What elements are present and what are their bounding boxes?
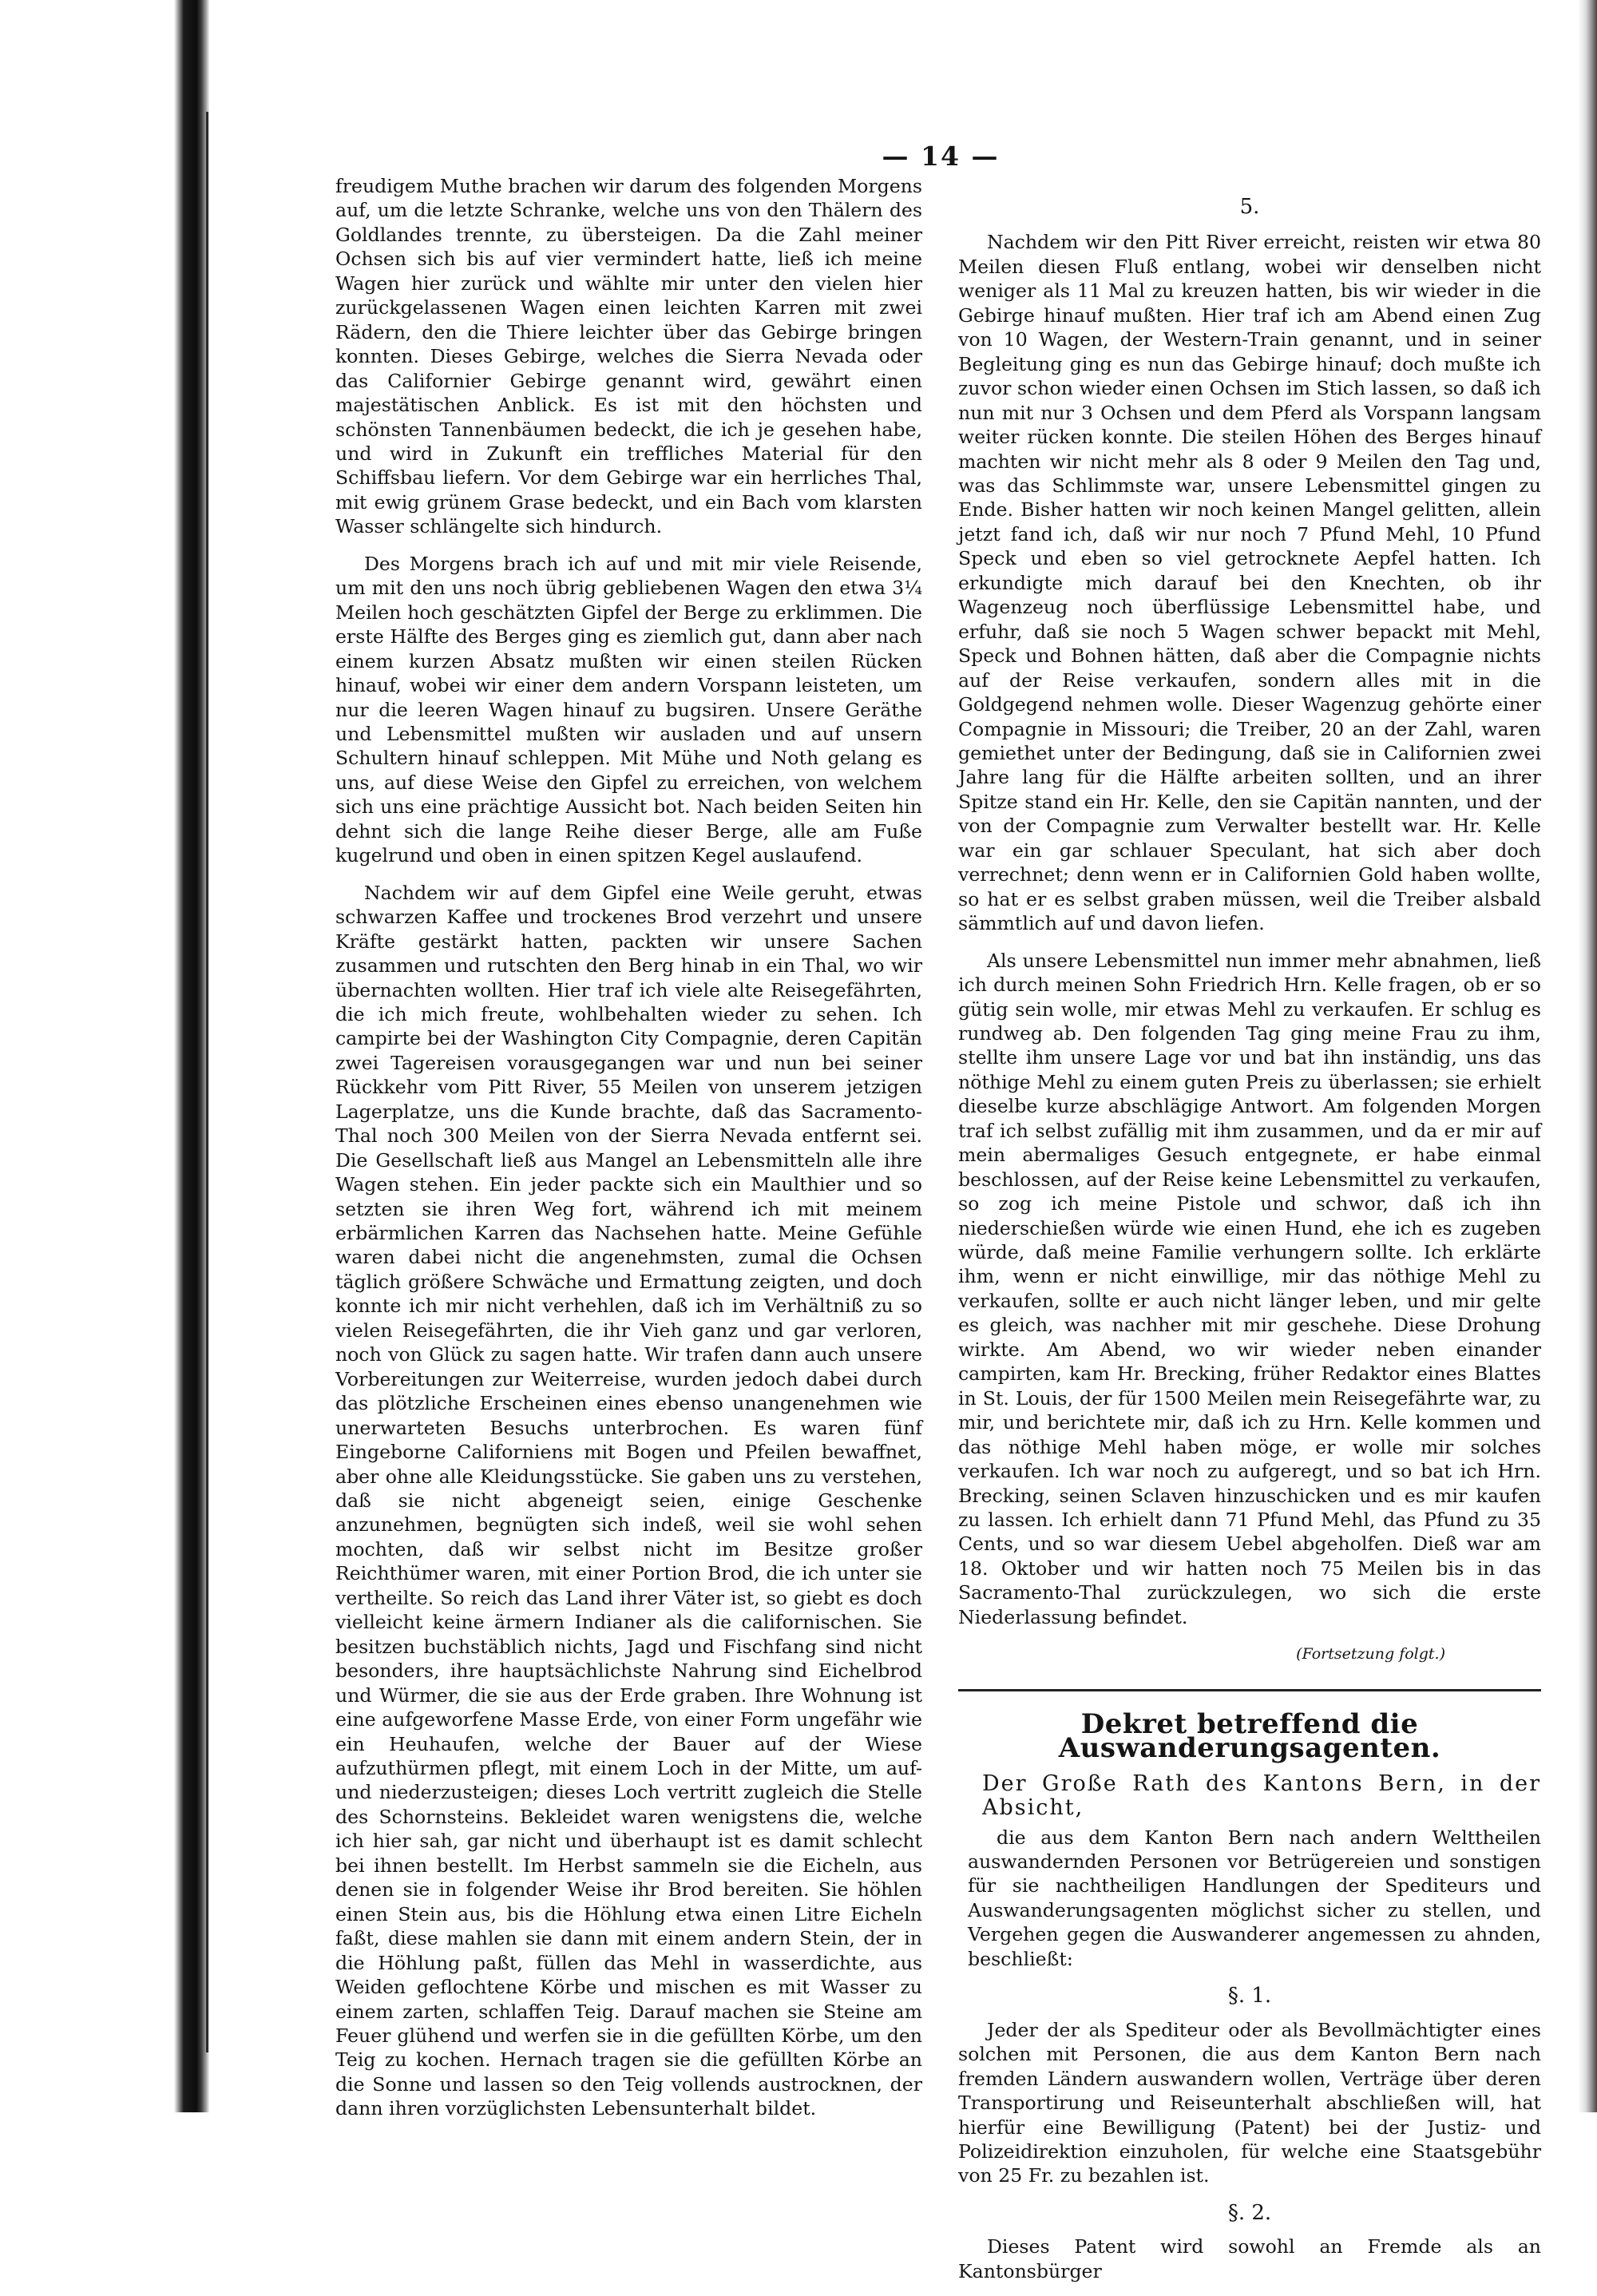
section-divider: [958, 1689, 1541, 1691]
paragraph: Als unsere Lebensmittel nun immer mehr abnahmen, ließ ich durch meinen Sohn Friedrich Hrn. Kelle fragen, ob er so gütig sein wolle, mir etwas Mehl zu verkaufen. Er schlug es rundweg ab. Den folgenden Tag ging meine Frau zu ihm, stellte ihm unsere Lage vor und bat ihn inständig, uns das nöthige Mehl zu einem guten Preis zu überlassen; sie erhielt dieselbe kurze abschlägige Antwort. Am folgenden Morgen traf ich selbst zufällig mit ihm zusammen, und da er mir auf mein abermaliges Gesuch entgegnete, er habe einmal beschlossen, auf der Reise keine Lebensmittel zu verkaufen, so zog ich meine Pistole und schwor, daß ich ihn niederschießen würde wie einen Hund, ehe ich es zugeben würde, daß meine Familie verhungern sollte. Ich erklärte ihm, wenn er nicht einwillige, mir das nöthige Mehl zu verkaufen, sollte er auch nicht länger leben, und mir gelte es gleich, was nachher mit mir geschehe. Diese Drohung wirkte. Am Abend, wo wir wieder neben einander campirten, kam Hr. Brecking, früher Redaktor eines Blattes in St. Louis, der für 1500 Meilen mein Reisegefährte war, zu mir, und berichtete mir, daß ich zu Hrn. Kelle kommen und das nöthige Mehl haben möge, er wolle mir solches verkaufen. Ich war noch zu aufgeregt, und so bat ich Hrn. Brecking, seinen Sclaven hinzuschicken und es mir kaufen zu lassen. Ich erhielt dann 71 Pfund Mehl, das Pfund zu 35 Cents, und so war diesem Uebel abgeholfen. Dieß war am 18. Oktober und wir hatten noch 75 Meilen bis in das Sacramento-Thal zurückzulegen, wo sich die erste Niederlassung befindet.: [958, 949, 1541, 1628]
decree-preamble: die aus dem Kanton Bern nach andern Welttheilen auswandernden Personen vor Betrügereien und sonstigen für sie nachtheiligen Handlungen der Spediteurs und Auswanderungsagenten möglichst sicher zu stellen, und Vergehen gegen die Auswanderer angemessen zu ahnden, beschließt:: [968, 1826, 1541, 1970]
paragraph: freudigem Muthe brachen wir darum des folgenden Morgens auf, um die letzte Schranke, welche uns von den Thälern des Goldlandes trennte, zu übersteigen. Da die Zahl meiner Ochsen sich bis auf vier vermindert hatte, ließ ich meine Wagen hier zurück und wählte mir unter den vielen hier zurückgelassenen Wagen einen leichten Karren mit zwei Rädern, den die Thiere leichter über das Gebirge bringen konnten. Dieses Gebirge, welches die Sierra Nevada oder das Californier Gebirge genannt wird, gewährt einen majestätischen Anblick. Es ist mit den höchsten und schönsten Tannenbäumen bedeckt, die ich je gesehen habe, und wird in Zukunft ein treffliches Material für den Schiffsbau liefern. Vor dem Gebirge war ein herrliches Thal, mit ewig grünem Grase bedeckt, und ein Bach vom klarsten Wasser schlängelte sich hindurch.: [335, 175, 922, 538]
section-1-text: Jeder der als Spediteur oder als Bevollmächtigter eines solchen mit Personen, die aus dem Kanton Bern nach fremden Ländern auswandern wollen, Verträge über deren Transportirung und Reiseunterhalt abschließen will, hat hierfür eine Bewilligung (Patent) bei der Justiz- und Polizeidirektion einzuholen, für welche eine Staatsgebühr von 25 Fr. zu bezahlen ist.: [958, 2018, 1541, 2187]
paragraph: Nachdem wir auf dem Gipfel eine Weile geruht, etwas schwarzen Kaffee und trockenes Brod verzehrt und unsere Kräfte gestärkt hatten, packten wir unsere Sachen zusammen und rutschten den Berg hinab in ein Thal, wo wir übernachten wollten. Hier traf ich viele alte Reisegefährten, die ich mich freute, wohlbehalten wieder zu sehen. Ich campirte bei der Washington City Compagnie, deren Capitän zwei Tagereisen vorausgegangen war und nun bei seiner Rückkehr vom Pitt River, 55 Meilen von unserem jetzigen Lagerplatze, uns die Kunde brachte, daß das Sacramento-Thal noch 300 Meilen von der Sierra Nevada entfernt sei. Die Gesellschaft ließ aus Mangel an Lebensmitteln alle ihre Wagen stehen. Ein jeder packte sich ein Maulthier und so setzten sie ihren Weg fort, während ich mit meinem erbärmlichen Karren das Nachsehen hatte. Meine Gefühle waren dabei nicht die angenehmsten, zumal die Ochsen täglich größere Schwäche und Ermattung zeigten, und doch konnte ich mir nicht verhehlen, daß ich im Verhältniß zu so vielen Reisegefährten, die ihr Vieh ganz und gar verloren, noch von Glück zu sagen hatte. Wir trafen dann auch unsere Vorbereitungen zur Weiterreise, wurden jedoch dabei durch das plötzliche Erscheinen eines ebenso unangenehmen wie unerwarteten Besuchs unterbrochen. Es waren fünf Eingeborne Californiens mit Bogen und Pfeilen bewaffnet, aber ohne alle Kleidungsstücke. Sie gaben uns zu verstehen, daß sie nicht abgeneigt seien, einige Geschenke anzunehmen, begnügten sich indeß, weil sie wohl sehen mochten, daß wir selbst nicht im Besitze großer Reichthümer waren, mit einer Portion Brod, die ich unter sie vertheilte. So reich das Land ihrer Väter ist, so giebt es doch vielleicht keine ärmern Indianer als die californischen. Sie besitzen buchstäblich nichts, Jagd und Fischfang sind nicht besonders, ihre hauptsächlichste Nahrung sind Eichelbrod und Würmer, die sie aus der Erde graben. Ihre Wohnung ist eine aufgeworfene Masse Erde, von einer Form ungefähr wie ein Heuhaufen, welche der Bauer auf der Wiese aufzuthürmen pflegt, mit einem Loch in der Mitte, um auf- und niederzusteigen; dieses Loch vertritt zugleich die Stelle des Schornsteins. Bekleidet waren wenigstens die, welche ich hier sah, gar nicht und überhaupt ist es damit schlecht bei ihnen bestellt. Im Herbst sammeln sie die Eicheln, aus denen sie in folgender Weise ihr Brod bereiten. Sie höhlen einen Stein aus, bis die Höhlung etwa einen Litre Eicheln faßt, diese mahlen sie dann mit einem andern Stein, der in die Höhlung paßt, füllen das Mehl in wasserdichte, aus Weiden geflochtene Körbe und mischen es mit Wasser zu einem zarten, schlaffen Teig. Darauf machen sie Steine am Feuer glühend und werfen sie in die gefüllten Körbe, um den Teig zu kochen. Hernach tragen sie die gefüllten Körbe an die Sonne und lassen so den Teig vollends austrocknen, der dann ihren vorzüglichsten Lebensunterhalt bildet.: [335, 881, 922, 2120]
page-number: — 14 —: [882, 141, 1000, 172]
section-2-label: §. 2.: [1227, 2200, 1272, 2225]
decree-title: Dekret betreffend die Auswanderungsagenten.: [1058, 1707, 1441, 1765]
right-column: [958, 195, 1541, 2296]
section-number: 5.: [1239, 195, 1260, 219]
section-1-label: §. 1.: [1227, 1984, 1272, 2009]
left-column: [335, 174, 922, 2134]
continuation-note: (Fortsetzung folgt.): [1296, 1645, 1445, 1664]
section-2-text: Dieses Patent wird sowohl an Fremde als an Kantonsbürger: [958, 2235, 1541, 2282]
page-right-edge: [1578, 0, 1597, 2112]
paragraph: Des Morgens brach ich auf und mit mir viele Reisende, um mit den uns noch übrig gebliebenen Wagen den etwa 3¼ Meilen hoch geschätzten Gipfel der Berge zu erklimmen. Die erste Hälfte des Berges ging es ziemlich gut, dann aber nach einem kurzen Absatz mußten wir einen steilen Rücken hinauf, wobei wir einer dem andern Vorspann leisteten, um nur die leeren Wagen hinauf zu bugsiren. Unsere Geräthe und Lebensmittel mußten wir ausladen und auf unsern Schultern hinauf schleppen. Mit Mühe und Noth gelang es uns, auf diese Weise den Gipfel zu erreichen, von welchem sich uns eine prächtige Aussicht bot. Nach beiden Seiten hin dehnt sich die lange Reihe dieser Berge, alle am Fuße kugelrund und oben in einen spitzen Kegel auslaufend.: [335, 552, 922, 867]
paragraph: Nachdem wir den Pitt River erreicht, reisten wir etwa 80 Meilen diesen Fluß entlang, wobei wir denselben nicht weniger als 11 Mal zu kreuzen hatten, bis wir wieder in die Gebirge hinauf mußten. Hier traf ich am Abend einen Zug von 10 Wagen, der Western-Train genannt, und in seiner Begleitung ging es nun das Gebirge hinauf; doch mußte ich zuvor schon wieder einen Ochsen im Stich lassen, so daß ich nun mit nur 3 Ochsen und dem Pferd als Vorspann langsam weiter rücken konnte. Die steilen Höhen des Berges hinauf machten wir nicht mehr als 8 oder 9 Meilen den Tag und, was das Schlimmste war, unsere Lebensmittel gingen zu Ende. Bisher hatten wir noch keinen Mangel gelitten, allein jetzt fand ich, daß wir nur noch 7 Pfund Mehl, 10 Pfund Speck und eben so viel getrocknete Aepfel hatten. Ich erkundigte mich darauf bei den Knechten, ob ihr Wagenzeug noch überflüssige Lebensmittel habe, und erfuhr, daß sie noch 5 Wagen schwer bepackt mit Mehl, Speck und Bohnen hätten, daß aber die Compagnie nichts auf der Reise verkaufen, sondern alles mit in die Goldgegend nehmen wolle. Dieser Wagenzug gehörte einer Compagnie in Missouri; die Treiber, 20 an der Zahl, waren gemiethet unter der Bedingung, daß sie in Californien zwei Jahre lang für die Hälfte arbeiten sollten, und an ihrer Spitze stand ein Hr. Kelle, den sie Capitän nannten, und der von der Compagnie zum Verwalter bestellt war. Hr. Kelle war ein gar schlauer Speculant, hat sich aber doch verrechnet; denn wenn er in Californien Gold haben wollte, so hat er es selbst graben müssen, weil die Treiber alsbald sämmtlich auf und davon liefen.: [958, 231, 1541, 935]
decree-intro: Der Große Rath des Kantons Bern, in der Absicht,: [982, 1771, 1541, 1821]
book-binding-shadow: [0, 0, 209, 2112]
